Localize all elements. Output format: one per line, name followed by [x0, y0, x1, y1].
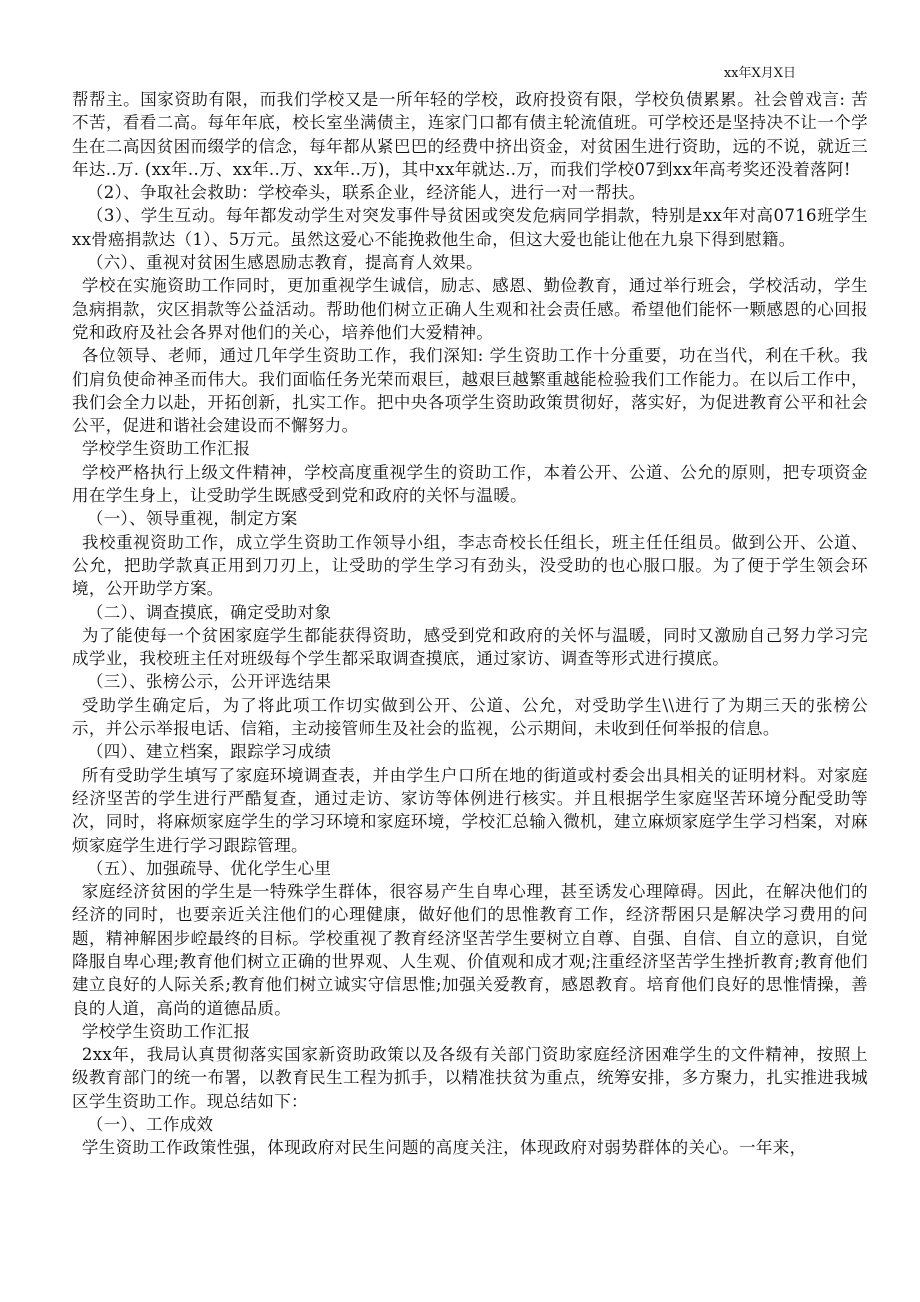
paragraph: 各位领导、老师，通过几年学生资助工作，我们深知: 学生资助工作十分重要，功在当代，利在千秋。我们肩负使命神圣而伟大。我们面临任务光荣而艰巨，越艰巨越繁重越能检验我们工作能力。在以后工作中，我们会全力以赴，开拓创新，扎实工作。把中央各项学生资助政策贯彻好，落实好，为促进教育公平和社会公平，促进和谐社会建设而不懈努力。 [72, 346, 868, 436]
document-title: 学校学生资助工作汇报 [81, 1021, 251, 1041]
section-heading: （四）、建立档案，跟踪学习成绩 [86, 742, 332, 762]
paragraph: 帮帮主。国家资助有限，而我们学校又是一所年轻的学校，政府投资有限，学校负债累累。社会曾戏言: 苦不苦，看看二高。每年年底，校长室坐满债主，连家门口都有债主轮流值班。可学校还是坚持决不让一个学生在二高因贫困而缀学的信念，每年都从紧巴巴的经费中挤出资金，对贫困生进行资助，远的不说，就近三年达..万. (xx年..万、xx年..万、xx年..万)，其中xx年就达..万，而我们学校07到xx年高考奖还没着落阿! [72, 90, 868, 179]
section-heading: （一）、领导重视，制定方案 [86, 509, 298, 529]
paragraph: 我校重视资助工作，成立学生资助工作领导小组，李志奇校长任组长，班主任任组员。做到公开、公道、公允，把助学款真正用到刀刃上，让受助的学生学习有劲头，没受助的也心服口服。为了便于学生领会环境，公开助学方案。 [72, 532, 868, 599]
section-heading: （六）、重视对贫困生感恩励志教育，提高育人效果。 [86, 253, 483, 273]
document-title: 学校学生资助工作汇报 [81, 439, 251, 459]
paragraph: 学校在实施资助工作同时，更加重视学生诚信，励志、感恩、勤俭教育，通过举行班会，学校活动，学生急病捐款，灾区捐款等公益活动。帮助他们树立正确人生观和社会责任感。希望他们能怀一颗感恩的心回报党和政府及社会各界对他们的关心，培养他们大爱精神。 [72, 276, 868, 342]
document-body [72, 88, 868, 1160]
paragraph: 为了能使每一个贫困家庭学生都能获得资助，感受到党和政府的关怀与温暖，同时又激励自己努力学习完成学业，我校班主任对班级每个学生都采取调查摸底，通过家访、调查等形式进行摸底。 [72, 625, 868, 669]
section-heading: （二）、调查摸底，确定受助对象 [86, 602, 332, 622]
paragraph: 学生资助工作政策性强，体现政府对民生问题的高度关注，体现政府对弱势群体的关心。一年来， [81, 1138, 807, 1158]
paragraph: 家庭经济贫困的学生是一特殊学生群体，很容易产生自卑心理，甚至诱发心理障碍。因此，在解决他们的经济的同时，也要亲近关注他们的心理健康，做好他们的思惟教育工作，经济帮困只是解决学习费用的问题，精神解困步崆最终的目标。学校重视了教育经济坚苦学生要树立自尊、自强、自信、自立的意识，自觉降服自卑心理;教育他们树立正确的世界观、人生观、价值观和成才观;注重经济坚苦学生挫折教育;教育他们建立良好的人际关系;教育他们树立诚实守信思惟;加强关爱教育，感恩教育。培育他们良好的思惟情操，善良的人道，高尚的道德品质。 [72, 882, 868, 1018]
paragraph: 2xx年，我局认真贯彻落实国家新资助政策以及各级有关部门资助家庭经济困难学生的文件精神，按照上级教育部门的统一布署，以教育民生工程为抓手，以精准扶贫为重点，统筹安排，多方聚力，扎实推进我城区学生资助工作。现总结如下： [72, 1045, 868, 1111]
paragraph: 学校严格执行上级文件精神，学校高度重视学生的资助工作，本着公开、公道、公允的原则，把专项资金用在学生身上，让受助学生既感受到党和政府的关怀与温暖。 [72, 462, 868, 506]
paragraph: 所有受助学生填写了家庭环境调查表，并由学生户口所在地的街道或村委会出具相关的证明材料。对家庭经济坚苦的学生进行严酷复查，通过走访、家访等体例进行核实。并且根据学生家庭坚苦环境分配受助等次，同时，将麻烦家庭学生的学习环境和家庭环境，学校汇总输入微机，建立麻烦家庭学生学习档案，对麻烦家庭学生进行学习跟踪管理。 [72, 765, 868, 855]
header-date: xx年X月X日 [723, 66, 796, 81]
paragraph: 受助学生确定后，为了将此项工作切实做到公开、公道、公允，对受助学生\\进行了为期三天的张榜公示，并公示举报电话、信箱，主动接管师生及社会的监视，公示期间，未收到任何举报的信息。 [72, 695, 868, 739]
section-heading: （三）、张榜公示，公开评选结果 [86, 672, 332, 692]
paragraph: （2）、争取社会救助：学校牵头，联系企业，经济能人，进行一对一帮扶。 [86, 183, 646, 203]
section-heading: （一）、工作成效 [86, 1115, 214, 1135]
paragraph: （3）、学生互动。每年都发动学生对突发事件导贫困或突发危病同学捐款，特别是xx年对高0716班学生xx骨癌捐款达（1）、5万元。虽然这爱心不能挽救他生命，但这大爱也能让他在九泉下得到慰籍。 [72, 206, 868, 249]
section-heading: （五）、加强疏导、优化学生心里 [86, 858, 332, 878]
